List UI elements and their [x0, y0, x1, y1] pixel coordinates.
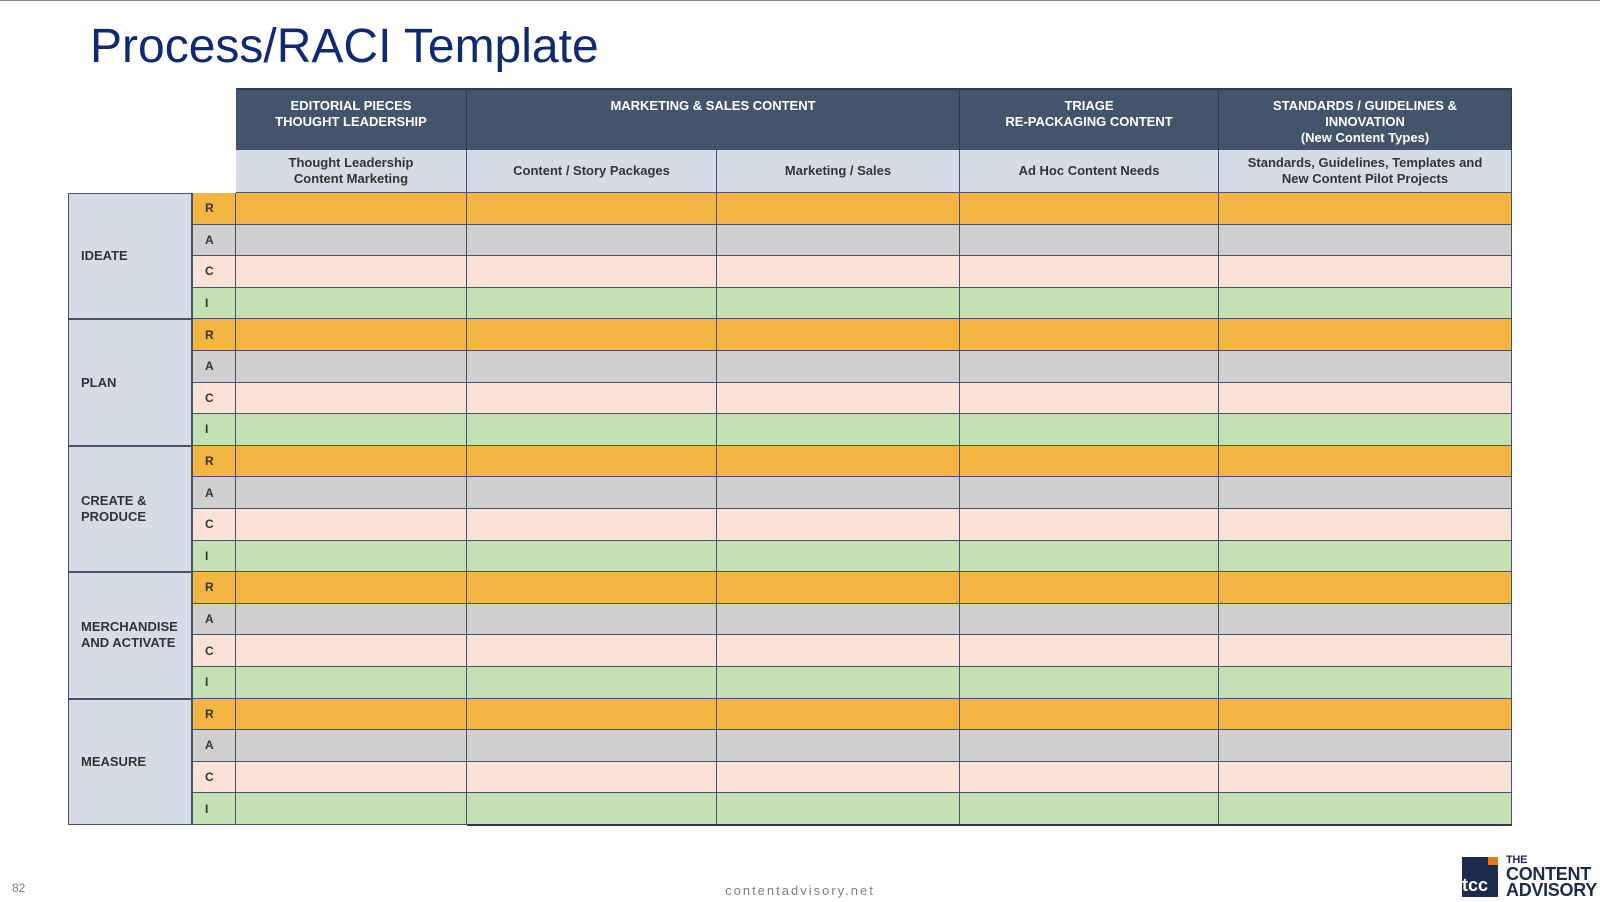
phase-label: PLAN — [68, 319, 192, 445]
raci-cell[interactable] — [467, 383, 717, 415]
raci-cell[interactable] — [717, 414, 960, 446]
raci-cell[interactable] — [1219, 572, 1512, 604]
raci-cell[interactable] — [960, 414, 1219, 446]
raci-letter-a: A — [192, 477, 236, 509]
logo-line-2: CONTENT — [1506, 864, 1591, 884]
raci-letter-c: C — [192, 256, 236, 288]
raci-cell[interactable] — [960, 509, 1219, 541]
raci-cell[interactable] — [467, 572, 717, 604]
raci-table — [0, 1, 1600, 902]
raci-cell[interactable] — [467, 699, 717, 731]
raci-cell[interactable] — [960, 225, 1219, 257]
raci-cell[interactable] — [467, 730, 717, 762]
raci-cell[interactable] — [1219, 509, 1512, 541]
raci-cell[interactable] — [1219, 699, 1512, 731]
raci-cell[interactable] — [467, 193, 717, 225]
raci-cell[interactable] — [236, 446, 467, 478]
column-subheader: Thought Leadership Content Marketing — [236, 150, 467, 193]
raci-cell[interactable] — [467, 351, 717, 383]
raci-cell[interactable] — [236, 319, 467, 351]
raci-cell[interactable] — [717, 225, 960, 257]
raci-cell[interactable] — [467, 667, 717, 699]
raci-cell[interactable] — [467, 256, 717, 288]
raci-cell[interactable] — [236, 604, 467, 636]
raci-cell[interactable] — [467, 288, 717, 320]
raci-cell[interactable] — [960, 288, 1219, 320]
raci-cell[interactable] — [960, 604, 1219, 636]
raci-cell[interactable] — [236, 256, 467, 288]
raci-cell[interactable] — [467, 446, 717, 478]
raci-cell[interactable] — [717, 319, 960, 351]
raci-cell[interactable] — [960, 730, 1219, 762]
raci-cell[interactable] — [467, 793, 717, 825]
raci-cell[interactable] — [1219, 635, 1512, 667]
raci-cell[interactable] — [960, 383, 1219, 415]
raci-cell[interactable] — [467, 541, 717, 573]
column-group-header: MARKETING & SALES CONTENT — [467, 90, 960, 150]
raci-cell[interactable] — [717, 477, 960, 509]
raci-cell[interactable] — [1219, 225, 1512, 257]
raci-cell[interactable] — [960, 351, 1219, 383]
raci-cell[interactable] — [236, 383, 467, 415]
logo-line-1: THE — [1506, 854, 1528, 866]
phase-label: MEASURE — [68, 699, 192, 825]
raci-cell[interactable] — [467, 635, 717, 667]
raci-letter-i: I — [192, 541, 236, 573]
raci-cell[interactable] — [717, 288, 960, 320]
logo-wordmark — [1506, 855, 1597, 898]
raci-letter-r: R — [192, 572, 236, 604]
raci-cell[interactable] — [236, 793, 467, 825]
raci-cell[interactable] — [1219, 477, 1512, 509]
phase-label: IDEATE — [68, 193, 192, 319]
raci-cell[interactable] — [1219, 193, 1512, 225]
header-top-rule — [236, 88, 1512, 90]
raci-letter-c: C — [192, 383, 236, 415]
raci-letter-c: C — [192, 635, 236, 667]
raci-cell[interactable] — [960, 667, 1219, 699]
raci-cell[interactable] — [1219, 319, 1512, 351]
raci-cell[interactable] — [717, 351, 960, 383]
raci-cell[interactable] — [467, 225, 717, 257]
column-group-header: TRIAGE RE-PACKAGING CONTENT — [960, 90, 1219, 150]
page-title: Process/RACI Template — [90, 20, 599, 73]
raci-cell[interactable] — [236, 288, 467, 320]
raci-cell[interactable] — [467, 477, 717, 509]
raci-cell[interactable] — [1219, 730, 1512, 762]
raci-cell[interactable] — [717, 541, 960, 573]
raci-letter-a: A — [192, 225, 236, 257]
raci-letter-r: R — [192, 699, 236, 731]
raci-cell[interactable] — [960, 793, 1219, 825]
raci-cell[interactable] — [960, 572, 1219, 604]
raci-cell[interactable] — [960, 446, 1219, 478]
raci-cell[interactable] — [960, 541, 1219, 573]
raci-cell[interactable] — [467, 509, 717, 541]
raci-letter-a: A — [192, 351, 236, 383]
raci-cell[interactable] — [236, 699, 467, 731]
company-logo — [1458, 853, 1598, 901]
raci-cell[interactable] — [1219, 667, 1512, 699]
raci-cell[interactable] — [717, 762, 960, 794]
raci-cell[interactable] — [1219, 541, 1512, 573]
raci-cell[interactable] — [467, 762, 717, 794]
raci-cell[interactable] — [236, 730, 467, 762]
raci-cell[interactable] — [960, 699, 1219, 731]
raci-cell[interactable] — [1219, 414, 1512, 446]
page-number: 82 — [12, 881, 26, 895]
raci-cell[interactable] — [236, 225, 467, 257]
column-group-header: EDITORIAL PIECES THOUGHT LEADERSHIP — [236, 90, 467, 150]
raci-letter-i: I — [192, 667, 236, 699]
raci-cell[interactable] — [1219, 604, 1512, 636]
phase-label: CREATE & PRODUCE — [68, 446, 192, 572]
raci-cell[interactable] — [960, 256, 1219, 288]
raci-cell[interactable] — [236, 414, 467, 446]
raci-cell[interactable] — [717, 193, 960, 225]
raci-letter-r: R — [192, 446, 236, 478]
raci-cell[interactable] — [960, 635, 1219, 667]
raci-cell[interactable] — [236, 667, 467, 699]
raci-cell[interactable] — [467, 319, 717, 351]
logo-mark-text: tcc — [1462, 875, 1489, 895]
raci-letter-a: A — [192, 604, 236, 636]
raci-letter-i: I — [192, 288, 236, 320]
raci-cell[interactable] — [717, 604, 960, 636]
raci-cell[interactable] — [960, 319, 1219, 351]
raci-cell[interactable] — [717, 793, 960, 825]
raci-cell[interactable] — [960, 193, 1219, 225]
raci-cell[interactable] — [236, 193, 467, 225]
raci-cell[interactable] — [236, 541, 467, 573]
column-subheader: Standards, Guidelines, Templates and New Content Pilot Projects — [1219, 150, 1512, 193]
raci-letter-c: C — [192, 509, 236, 541]
raci-cell[interactable] — [1219, 793, 1512, 825]
raci-cell[interactable] — [717, 730, 960, 762]
raci-cell[interactable] — [236, 762, 467, 794]
raci-letter-a: A — [192, 730, 236, 762]
raci-letter-i: I — [192, 793, 236, 825]
column-subheader: Content / Story Packages — [467, 150, 717, 193]
phase-label: MERCHANDISE AND ACTIVATE — [68, 572, 192, 698]
raci-cell[interactable] — [236, 477, 467, 509]
raci-cell[interactable] — [1219, 288, 1512, 320]
raci-cell[interactable] — [1219, 256, 1512, 288]
table-bottom-rule — [467, 824, 1512, 826]
column-subheader: Marketing / Sales — [717, 150, 960, 193]
raci-cell[interactable] — [717, 383, 960, 415]
raci-cell[interactable] — [1219, 762, 1512, 794]
logo-line-3: ADVISORY — [1506, 880, 1597, 900]
raci-cell[interactable] — [1219, 383, 1512, 415]
raci-cell[interactable] — [236, 572, 467, 604]
logo-mark-icon — [1458, 853, 1502, 899]
raci-cell[interactable] — [717, 256, 960, 288]
raci-cell[interactable] — [717, 699, 960, 731]
footer-url: contentadvisory.net — [725, 883, 875, 898]
raci-cell[interactable] — [717, 446, 960, 478]
raci-cell[interactable] — [1219, 446, 1512, 478]
raci-letter-c: C — [192, 762, 236, 794]
raci-cell[interactable] — [960, 477, 1219, 509]
raci-cell[interactable] — [467, 604, 717, 636]
raci-cell[interactable] — [717, 572, 960, 604]
column-subheader: Ad Hoc Content Needs — [960, 150, 1219, 193]
raci-cell[interactable] — [1219, 351, 1512, 383]
raci-cell[interactable] — [717, 509, 960, 541]
raci-cell[interactable] — [236, 509, 467, 541]
raci-cell[interactable] — [236, 635, 467, 667]
raci-cell[interactable] — [717, 635, 960, 667]
raci-letter-r: R — [192, 319, 236, 351]
raci-letter-r: R — [192, 193, 236, 225]
raci-cell[interactable] — [960, 762, 1219, 794]
raci-letter-i: I — [192, 414, 236, 446]
raci-cell[interactable] — [467, 414, 717, 446]
column-group-header: STANDARDS / GUIDELINES & INNOVATION (New Content Types) — [1219, 90, 1512, 150]
raci-cell[interactable] — [236, 351, 467, 383]
raci-cell[interactable] — [717, 667, 960, 699]
